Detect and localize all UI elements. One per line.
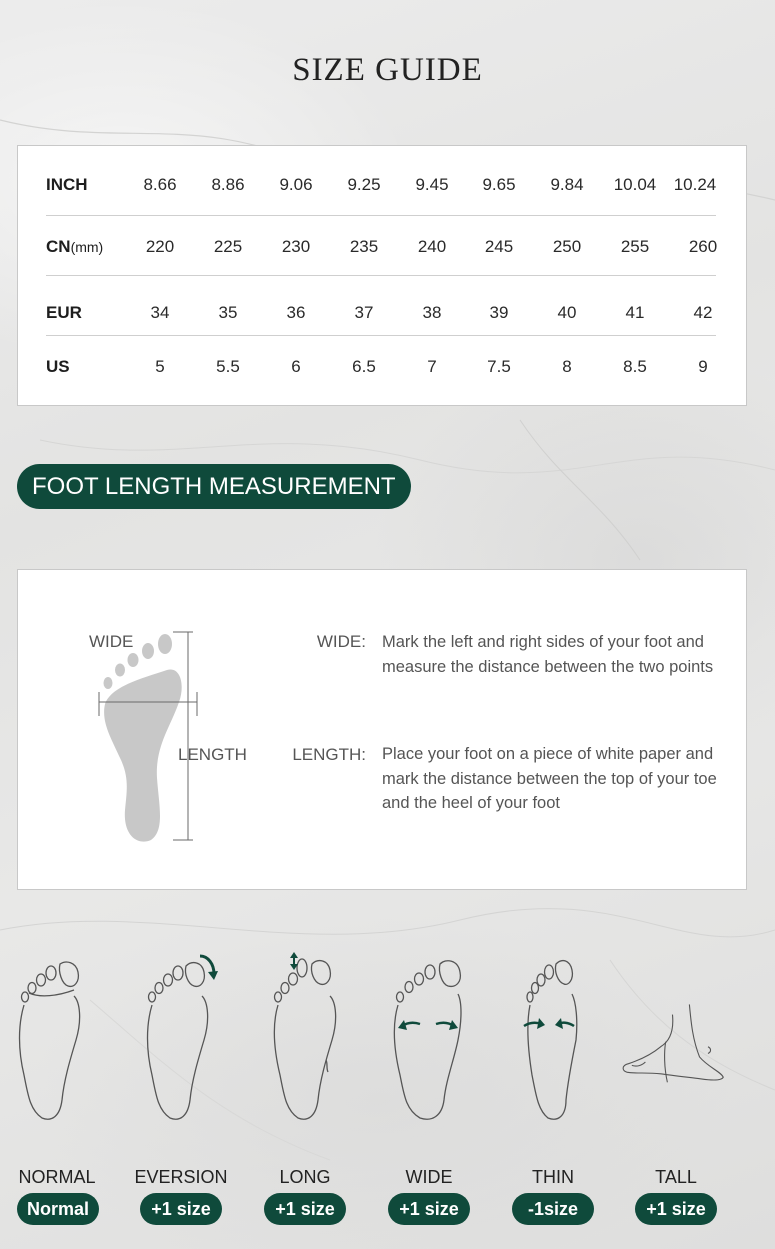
table-cell: 10.24 [673, 175, 717, 194]
section-header: FOOT LENGTH MEASUREMENT [17, 464, 411, 509]
row-label: INCH [46, 175, 88, 194]
divider [46, 215, 716, 216]
table-row-inch [46, 170, 716, 200]
row-label: US [46, 357, 70, 376]
foot-type-label-eversion: EVERSION [134, 1167, 228, 1187]
table-cell: 220 [145, 237, 175, 256]
table-cell: 6 [291, 357, 301, 376]
wide-foot-icon [380, 950, 490, 1130]
table-cell: 36 [286, 303, 306, 322]
table-cell: 9.06 [279, 175, 313, 194]
table-cell: 5 [155, 357, 165, 376]
tall-arch-foot-icon [620, 950, 730, 1130]
page-title: SIZE GUIDE [292, 52, 483, 88]
wide-definition-text: Mark the left and right sides of your foot and measure the distance between the two points [382, 633, 714, 676]
foot-type-label-tall: TALL [655, 1167, 697, 1187]
diagram-wide-label: WIDE [89, 632, 134, 651]
table-cell: 260 [688, 237, 718, 256]
foot-type-label-wide: WIDE [405, 1167, 453, 1187]
wide-definition-key: WIDE: [316, 632, 366, 651]
table-cell: 34 [150, 303, 170, 322]
size-advice-badge: +1 size [264, 1193, 346, 1225]
table-cell: 40 [557, 303, 577, 322]
table-cell: 10.04 [613, 175, 657, 194]
table-row-eur [46, 298, 716, 328]
thin-foot-icon [508, 950, 618, 1130]
length-definition-key: LENGTH: [292, 745, 366, 764]
table-cell: 42 [693, 303, 713, 322]
table-cell: 230 [281, 237, 311, 256]
table-cell: 250 [552, 237, 582, 256]
foot-type-label-normal: NORMAL [18, 1167, 96, 1187]
table-cell: 41 [625, 303, 645, 322]
foot-type-label-thin: THIN [532, 1167, 574, 1187]
foot-type-label-long: LONG [279, 1167, 331, 1187]
table-cell: 8.5 [623, 357, 647, 376]
table-cell: 245 [484, 237, 514, 256]
size-advice-badge: -1size [512, 1193, 594, 1225]
table-cell: 240 [417, 237, 447, 256]
measurement-panel [17, 569, 747, 890]
table-cell: 7 [427, 357, 437, 376]
row-label: EUR [46, 303, 82, 322]
table-cell: 255 [620, 237, 650, 256]
table-cell: 9 [698, 357, 708, 376]
table-cell: 39 [489, 303, 509, 322]
length-definition-text: Place your foot on a piece of white paper and mark the distance between the top of your toe and the heel of your foot [382, 745, 717, 812]
table-cell: 38 [422, 303, 442, 322]
size-advice-badge: +1 size [635, 1193, 717, 1225]
normal-foot-icon [0, 950, 110, 1130]
size-table [17, 145, 747, 406]
size-advice-badge: +1 size [388, 1193, 470, 1225]
table-cell: 35 [218, 303, 238, 322]
long-toe-foot-icon [256, 950, 366, 1130]
row-label: CN(mm) [46, 237, 104, 256]
table-cell: 7.5 [487, 357, 511, 376]
size-advice-badge: Normal [17, 1193, 99, 1225]
eversion-foot-icon [128, 950, 238, 1130]
table-cell: 37 [354, 303, 374, 322]
table-row-cn [46, 232, 716, 262]
table-cell: 8.86 [211, 175, 245, 194]
table-cell: 9.84 [550, 175, 584, 194]
table-cell: 8.66 [143, 175, 177, 194]
table-cell: 9.45 [415, 175, 449, 194]
table-cell: 225 [213, 237, 243, 256]
table-cell: 6.5 [352, 357, 376, 376]
foot-measure-icon [93, 630, 203, 845]
divider [46, 335, 716, 336]
divider [46, 275, 716, 276]
table-cell: 8 [562, 357, 572, 376]
table-cell: 9.25 [347, 175, 381, 194]
table-row-us [46, 352, 716, 382]
table-cell: 5.5 [216, 357, 240, 376]
table-cell: 235 [349, 237, 379, 256]
table-cell: 9.65 [482, 175, 516, 194]
size-advice-badge: +1 size [140, 1193, 222, 1225]
diagram-length-label: LENGTH [178, 745, 247, 764]
